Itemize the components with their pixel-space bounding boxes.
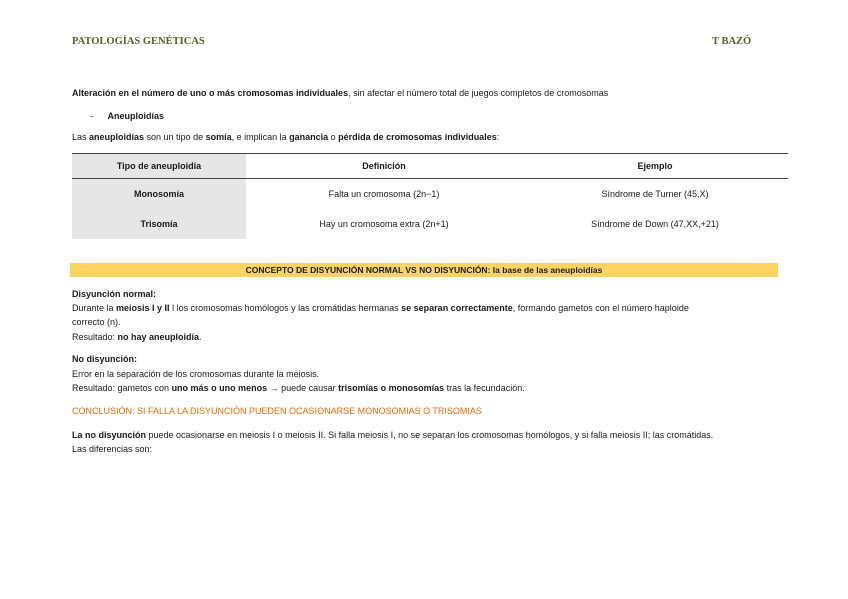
nodis-part: Resultado: gametos con bbox=[72, 383, 172, 393]
nodis-bold: uno más o uno menos bbox=[171, 383, 268, 393]
final-paragraph bbox=[72, 428, 782, 442]
section-band bbox=[70, 263, 778, 277]
band-bold: CONCEPTO DE DISYUNCIÓN NORMAL VS NO DISYUNCIÓN bbox=[245, 265, 488, 275]
intro-paragraph bbox=[72, 86, 608, 100]
normal-result-label: Resultado: bbox=[72, 332, 118, 342]
intro-rest: , sin afectar el número total de juegos completos de cromosomas bbox=[348, 88, 609, 98]
normal-title-text: Disyunción normal: bbox=[72, 289, 157, 299]
table-cell: Trisomía bbox=[72, 209, 246, 239]
sentence-part: o bbox=[328, 132, 339, 142]
header-left: PATOLOGÍAS GENÉTICAS bbox=[72, 36, 205, 47]
table-header-definition: Definición bbox=[246, 154, 522, 179]
sentence-part: son un tipo de bbox=[144, 132, 206, 142]
nodis-title-text: No disyunción: bbox=[72, 354, 137, 364]
sentence-bold: somía bbox=[205, 132, 232, 142]
bullet-item bbox=[90, 109, 164, 123]
table-cell: Hay un cromosoma extra (2n+1) bbox=[319, 219, 449, 229]
aneuploidy-sentence bbox=[72, 130, 499, 144]
normal-disjunction-line1 bbox=[72, 301, 782, 315]
final-bold: La no disyunción bbox=[72, 430, 147, 440]
intro-bold: Alteración en el número de uno o más cromosomas individuales bbox=[72, 88, 349, 98]
normal-part: Durante la bbox=[72, 303, 117, 313]
sentence-bold: ganancia bbox=[289, 132, 329, 142]
table-header-example: Ejemplo bbox=[522, 154, 788, 179]
normal-result-end: . bbox=[199, 332, 202, 342]
normal-disjunction-result bbox=[72, 330, 202, 344]
normal-disjunction-line2: correcto (n). bbox=[72, 317, 121, 327]
sentence-part: Las bbox=[72, 132, 90, 142]
normal-part: , formando gametos con el número haploide bbox=[512, 303, 689, 313]
final-line2: Las diferencias son: bbox=[72, 444, 153, 454]
sentence-part: , e implican la bbox=[231, 132, 290, 142]
table-cell: Síndrome de Turner (45,X) bbox=[601, 189, 709, 199]
table-header-row bbox=[72, 154, 788, 179]
table-row bbox=[72, 209, 788, 239]
sentence-bold: pérdida de cromosomas individuales bbox=[338, 132, 497, 142]
normal-bold: se separan correctamente bbox=[401, 303, 513, 313]
header-right: T BAZÓ bbox=[712, 36, 752, 47]
sentence-bold: aneuploidías bbox=[89, 132, 145, 142]
normal-bold: meiosis I y II bbox=[116, 303, 170, 313]
aneuploidy-table bbox=[72, 153, 788, 239]
bullet-marker: - bbox=[90, 111, 93, 121]
nodis-bold: trisomías o monosomías bbox=[338, 383, 445, 393]
nodis-part: tras la fecundación. bbox=[444, 383, 525, 393]
normal-part: l los cromosomas homólogos y las cromátidas hermanas bbox=[169, 303, 402, 313]
band-rest: : la base de las aneuploidías bbox=[487, 265, 603, 275]
nondisjunction-line1: Error en la separación de los cromosomas durante la meiosis. bbox=[72, 369, 320, 379]
table-header-type: Tipo de aneuploidía bbox=[72, 154, 246, 179]
normal-result-value: no hay aneuploidía bbox=[117, 332, 200, 342]
nondisjunction-title bbox=[72, 352, 137, 366]
conclusion-heading: CONCLUSIÓN: SI FALLA LA DISYUNCIÓN PUEDEN OCASIONARSE MONOSOMIAS O TRISOMIAS bbox=[72, 406, 482, 416]
sentence-part: : bbox=[496, 132, 500, 142]
table-cell: Monosomía bbox=[72, 179, 246, 210]
table-row bbox=[72, 179, 788, 210]
bullet-text: Aneuploidías bbox=[107, 111, 165, 121]
normal-disjunction-title bbox=[72, 287, 156, 301]
table-cell: Síndrome de Down (47,XX,+21) bbox=[591, 219, 719, 229]
final-rest: puede ocasionarse en meiosis I o meiosis II. Si falla meiosis I, no se separan los cromosomas homólogos, y si falla meiosis II; las cromátidas. bbox=[146, 430, 714, 440]
nondisjunction-result bbox=[72, 381, 525, 395]
nodis-part: → puede causar bbox=[267, 383, 339, 393]
table-cell: Falta un cromosoma (2n−1) bbox=[328, 189, 440, 199]
